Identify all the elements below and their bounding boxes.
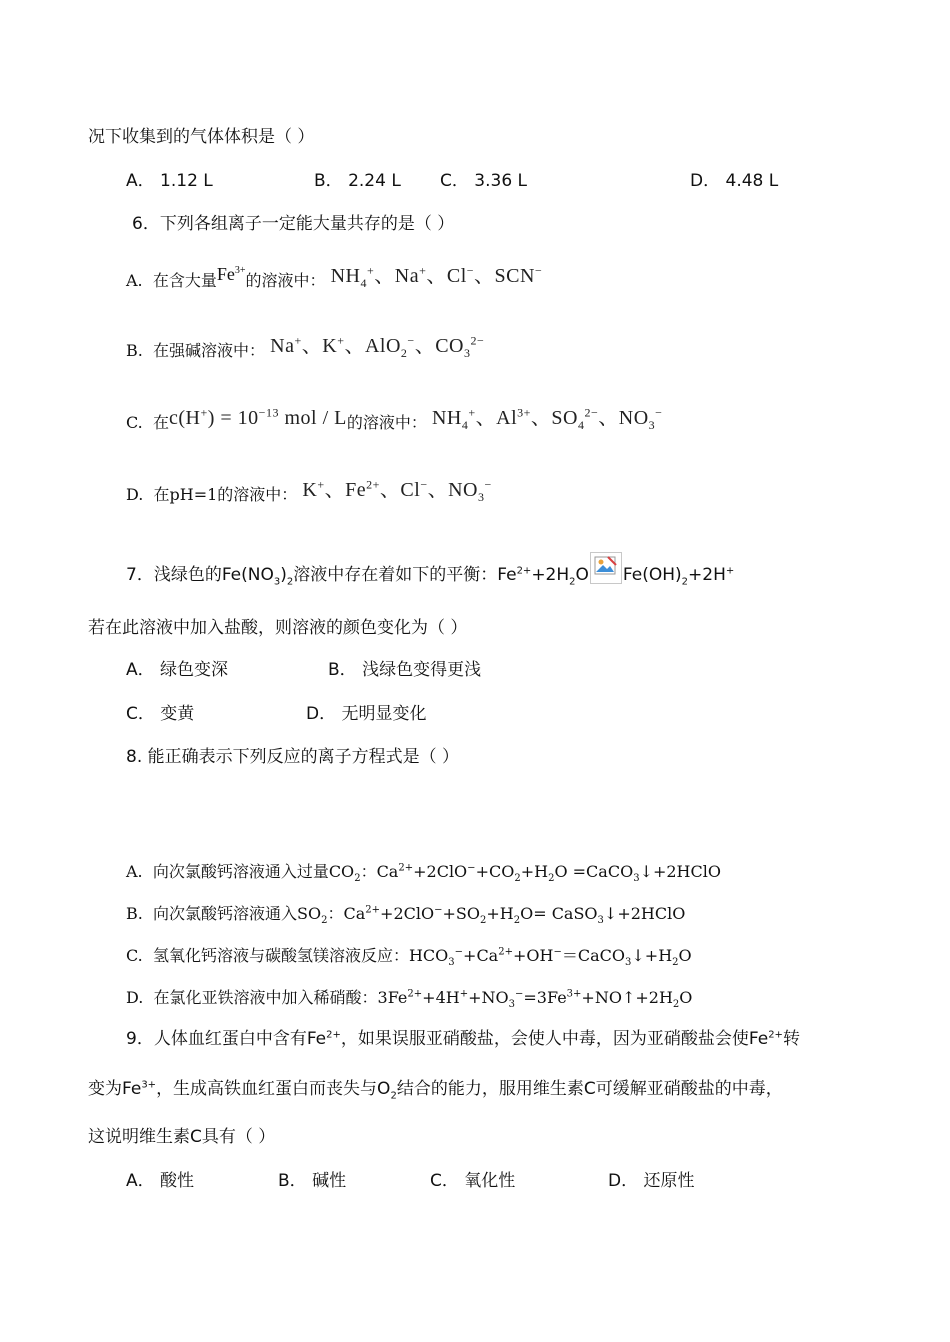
q7-option-b[interactable]: B． 浅绿色变得更浅 <box>328 660 482 680</box>
q9-stem-line1: 9．人体血红蛋白中含有$Fe^{2+}$，如果误服亚硝酸盐，会使人中毒，因为亚硝酸盐会使$Fe^{2+}$转 <box>126 1029 800 1049</box>
q8-option-b[interactable]: B. 向次氯酸钙溶液通入$SO_2$：$Ca^{2+}+2ClO^-+SO_2+H_2O=$ CaSO$_3$↓+2HClO <box>126 904 686 927</box>
q6-c-condition-formula: $c(H^+) = 10^{-13}$ mol / L <box>168 405 347 429</box>
q5-option-d[interactable]: D． 4.48 L <box>690 171 779 191</box>
q7-stem: 7．浅绿色的$Fe(NO_3)_2$溶液中存在着如下的平衡：$Fe^{2+}+2H_2O$ $Fe(OH)_2+2H^+$ <box>126 552 734 587</box>
q6-stem: 6．下列各组离子一定能大量共存的是（ ） <box>132 214 455 234</box>
q5-option-c[interactable]: C． 3.36 L <box>440 171 528 191</box>
q9-option-d[interactable]: D． 还原性 <box>608 1171 695 1191</box>
q9-stem-line3: 这说明维生素C具有（ ） <box>88 1127 276 1147</box>
formula-fe: $Fe^{3+}$ <box>216 264 246 284</box>
q6-option-b[interactable]: B. 在强碱溶液中： Na+、K+、AlO$_2$−、$CO_3^{2-}$ <box>126 333 485 360</box>
q7-option-a[interactable]: A． 绿色变深 <box>126 660 229 680</box>
q6-a-ion-formula: $NH_4^+$、Na+、Cl−、SCN− <box>330 263 543 290</box>
q7-option-d[interactable]: D． 无明显变化 <box>306 704 427 724</box>
broken-image-icon <box>590 552 622 584</box>
q6-c-ion-formula: $NH_4^+$、$Al^{3+}$、$SO_4^{2-}$、$NO_3^-$ <box>431 405 663 432</box>
q6-option-c[interactable]: C. 在$c(H^+) = 10^{-13}$ mol / L的溶液中： $NH_4^+$、$Al^{3+}$、$SO_4^{2-}$、$NO_3^-$ <box>126 405 663 432</box>
q8-stem: 8. 能正确表示下列反应的离子方程式是（ ） <box>126 747 460 767</box>
q9-option-b[interactable]: B． 碱性 <box>278 1171 347 1191</box>
q9-option-a[interactable]: A． 酸性 <box>126 1171 195 1191</box>
q6-option-a[interactable]: A. 在含大量$Fe^{3+}$的溶液中： $NH_4^+$、Na+、Cl−、SCN− <box>126 263 543 290</box>
q8-option-a[interactable]: A. 向次氯酸钙溶液通入过量$CO_2$：$Ca^{2+}+2ClO^-+CO_2+H_2O$ =CaCO$_3$↓+2HClO <box>126 862 721 885</box>
q7-question-line: 若在此溶液中加入盐酸，则溶液的颜色变化为（ ） <box>88 618 468 638</box>
q5-option-a[interactable]: A． 1.12 L <box>126 171 213 191</box>
q9-stem-line2: 变为$Fe^{3+}$，生成高铁血红蛋白而丧失与$O_2$结合的能力，服用维生素C可缓解亚硝酸盐的中毒， <box>88 1079 783 1102</box>
q7-option-c[interactable]: C． 变黄 <box>126 704 195 724</box>
q6-d-ion-formula: K+、$Fe^{2+}$、Cl−、$NO_3^-$ <box>302 477 492 504</box>
q5-option-b[interactable]: B． 2.24 L <box>314 171 401 191</box>
q8-option-c[interactable]: C. 氢氧化钙溶液与碳酸氢镁溶液反应：$HCO_3^-+Ca^{2+}+OH^-=CaCO_3↓+H_2O$ <box>126 946 692 969</box>
q6-b-ion-formula: Na+、K+、AlO$_2$−、$CO_3^{2-}$ <box>270 333 485 360</box>
q6-option-d[interactable]: D. 在pH=1的溶液中： K+、$Fe^{2+}$、Cl−、$NO_3^-$ <box>126 477 492 504</box>
q5-stem-tail: 况下收集到的气体体积是（ ） <box>88 127 315 147</box>
q9-option-c[interactable]: C． 氧化性 <box>430 1171 516 1191</box>
q8-option-d[interactable]: D. 在氯化亚铁溶液中加入稀硝酸：$3Fe^{2+}+4H^++NO_3^-=3Fe^{3+}+NO↑+2H_2O$ <box>126 988 693 1011</box>
